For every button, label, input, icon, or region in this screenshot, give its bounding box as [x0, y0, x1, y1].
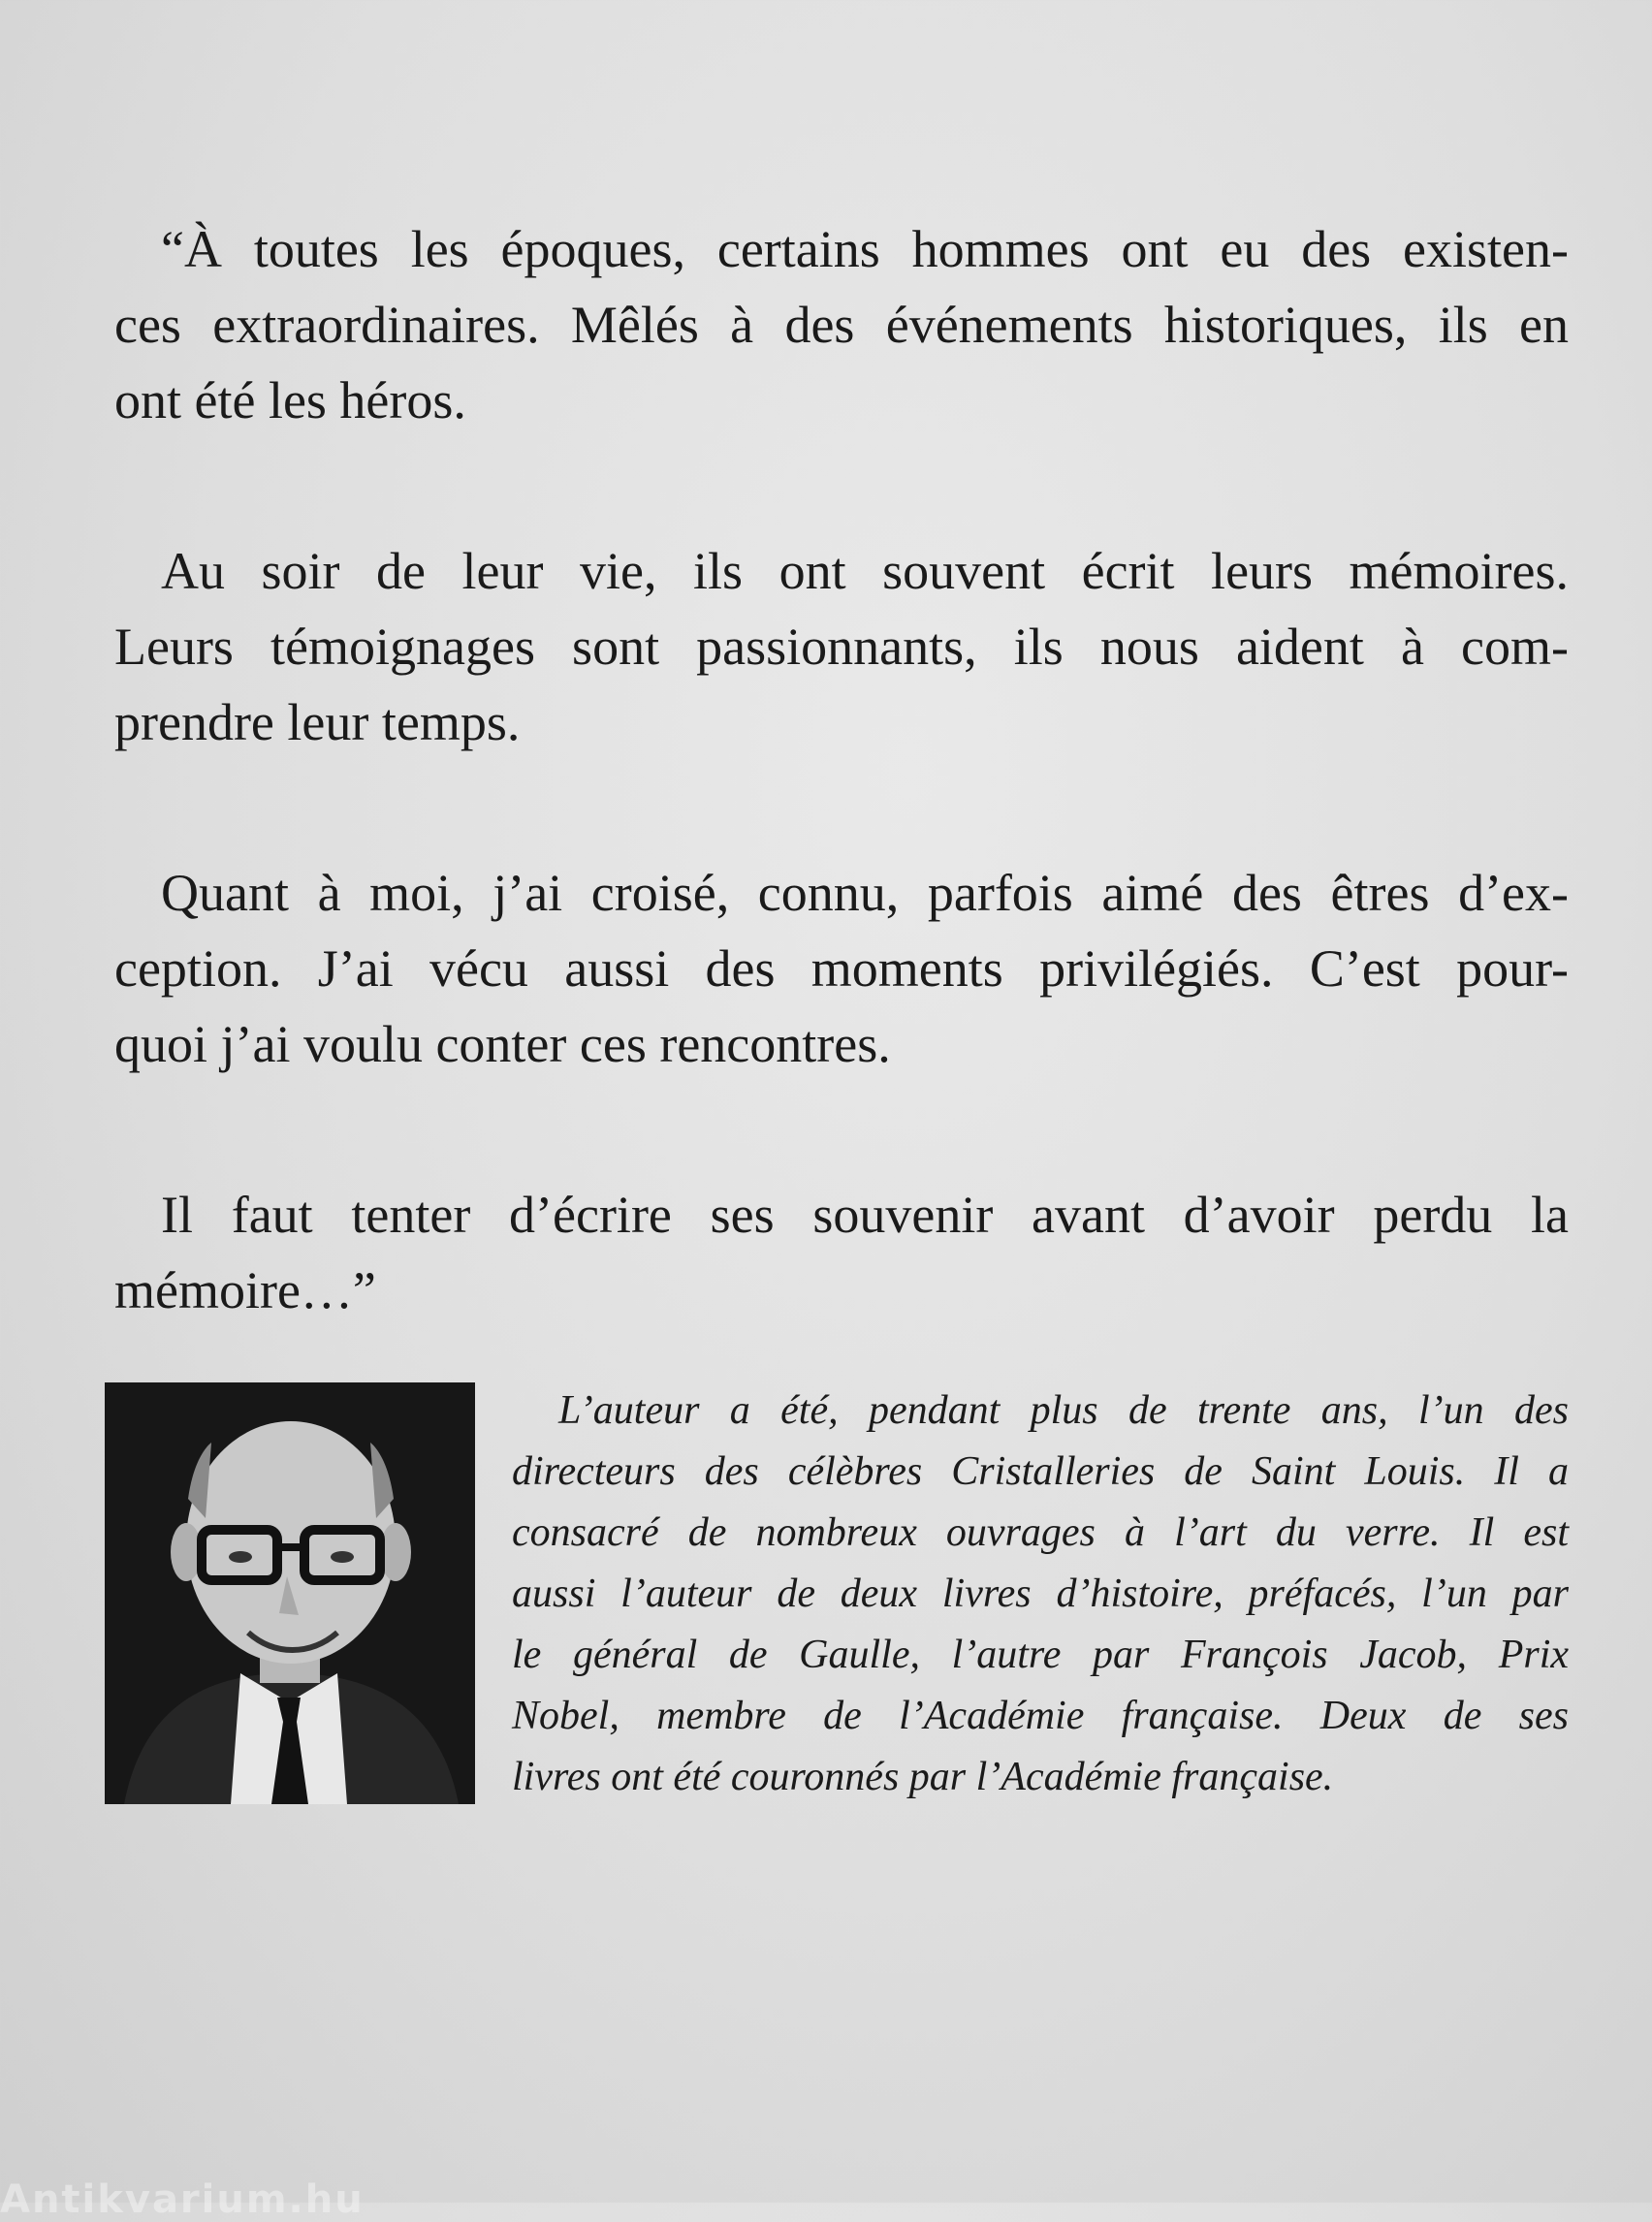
quote-line: Il faut tenter d’écrire ses souvenir avant d’avoir perdu la	[161, 1186, 1569, 1244]
quote-line: prendre leur temps.	[114, 693, 521, 751]
quote-line: Leurs témoignages sont passionnants, ils nous aident à com-	[114, 618, 1569, 676]
quote-line: Quant à moi, j’ai croisé, connu, parfois aimé des êtres d’ex-	[161, 864, 1569, 922]
quote-line: “À toutes les époques, certains hommes ont eu des existen-	[161, 220, 1569, 278]
author-quote	[114, 211, 1569, 1328]
quote-line: ception. J’ai vécu aussi des moments privilégiés. C’est pour-	[114, 939, 1569, 998]
bio-line: le général de Gaulle, l’autre par François Jacob, Prix	[512, 1633, 1569, 1677]
bio-line: L’auteur a été, pendant plus de trente ans, l’un des	[558, 1388, 1569, 1433]
author-photo	[105, 1382, 475, 1804]
paragraph-gap	[114, 1082, 1569, 1177]
bio-line: directeurs des célèbres Cristalleries de Saint Louis. Il a	[512, 1449, 1569, 1494]
bio-line: livres ont été couronnés par l’Académie française.	[512, 1755, 1334, 1799]
paragraph-gap	[114, 438, 1569, 533]
paragraph-gap	[114, 760, 1569, 855]
quote-line: Au soir de leur vie, ils ont souvent écrit leurs mémoires.	[161, 542, 1569, 600]
bio-line: aussi l’auteur de deux livres d’histoire, préfacés, l’un par	[512, 1571, 1569, 1616]
author-biography	[512, 1381, 1569, 1808]
quote-line: mémoire…”	[114, 1261, 376, 1319]
bio-line: Nobel, membre de l’Académie française. Deux de ses	[512, 1694, 1569, 1738]
bio-line: consacré de nombreux ouvrages à l’art du verre. Il est	[512, 1510, 1569, 1555]
author-portrait-icon	[105, 1382, 475, 1804]
watermark: Antikvarium.hu	[0, 2177, 365, 2222]
quote-line: quoi j’ai voulu conter ces rencontres.	[114, 1015, 891, 1073]
quote-line: ont été les héros.	[114, 371, 466, 429]
quote-line: ces extraordinaires. Mêlés à des événements historiques, ils en	[114, 296, 1569, 354]
